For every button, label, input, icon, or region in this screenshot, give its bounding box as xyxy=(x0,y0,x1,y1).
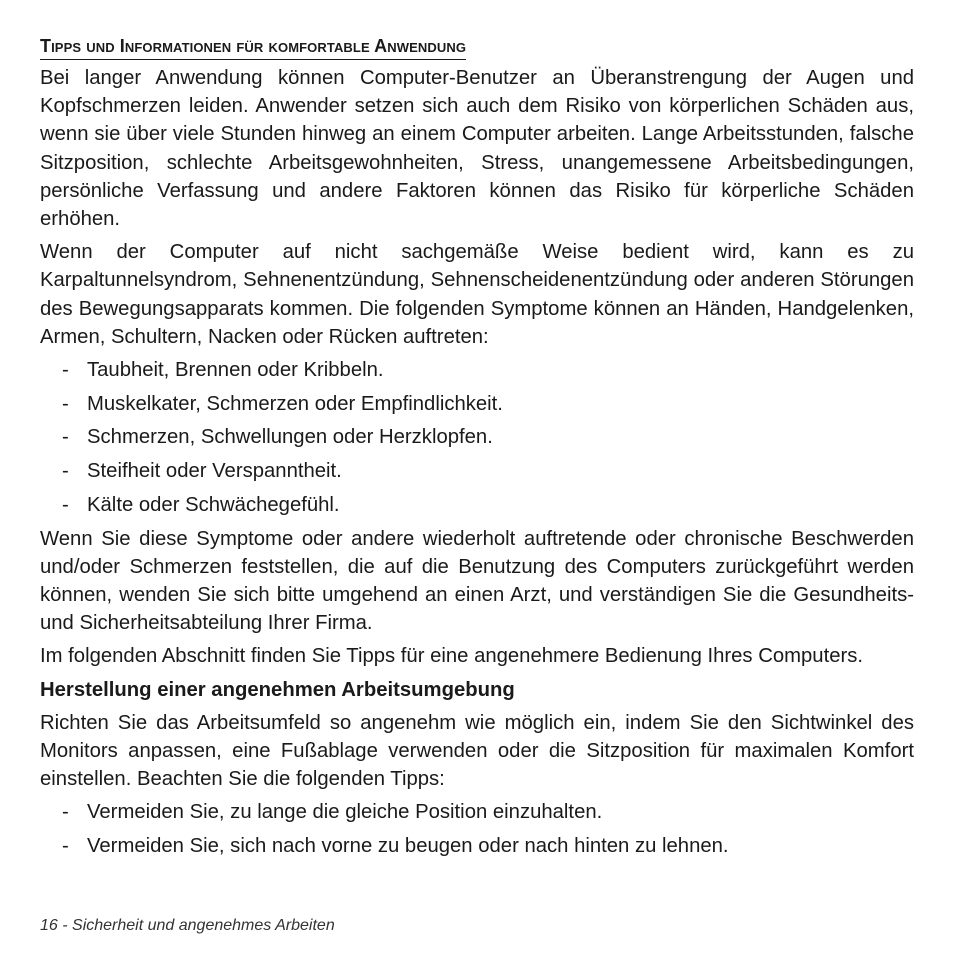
list-item xyxy=(40,390,914,418)
list-item xyxy=(40,798,914,826)
list-item xyxy=(40,491,914,519)
section-title: Tipps und Informationen für komfortable Anwendung xyxy=(40,34,466,60)
dash-bullet: - xyxy=(62,426,69,449)
list-item-text: Vermeiden Sie, sich nach vorne zu beugen oder nach hinten zu lehnen. xyxy=(87,834,729,857)
list-item xyxy=(40,356,914,384)
list-item-text: Kälte oder Schwächegefühl. xyxy=(87,493,340,516)
intro-paragraph-1: Bei langer Anwendung können Computer-Benutzer an Überanstrengung der Augen und Kopfschmerzen leiden. Anwender setzen sich auch dem Risiko von körperlichen Schäden aus, wenn sie über viele Stunden hinweg an einem Computer arbeiten. Lange Arbeitsstunden, falsche Sitzposition, schlechte Arbeitsgewohnheiten, Stress, unangemessene Arbeitsbedingungen, persönliche Verfassung und andere Faktoren können das Risiko für körperliche Schäden erhöhen. xyxy=(40,67,914,231)
list-item-text: Steifheit oder Verspanntheit. xyxy=(87,460,342,483)
tips-list xyxy=(40,798,914,860)
symptoms-list xyxy=(40,356,914,519)
list-item-text: Muskelkater, Schmerzen oder Empfindlichkeit. xyxy=(87,392,503,415)
list-item-text: Schmerzen, Schwellungen oder Herzklopfen. xyxy=(87,426,493,449)
dash-bullet: - xyxy=(62,834,69,857)
dash-bullet: - xyxy=(62,493,69,516)
intro-paragraph-2: Wenn der Computer auf nicht sachgemäße Weise bedient wird, kann es zu Karpaltunnelsyndrom, Sehnenentzündung, Sehnenscheidenentzündung oder anderen Störungen des Bewegungsapparats kommen. Die folgenden Symptome können an Händen, Handgelenken, Armen, Schultern, Nacken oder Rücken auftreten: xyxy=(40,241,914,348)
list-item xyxy=(40,832,914,860)
next-section-paragraph: Im folgenden Abschnitt finden Sie Tipps für eine angenehmere Bedienung Ihres Computers. xyxy=(40,645,864,668)
environment-paragraph: Richten Sie das Arbeitsumfeld so angenehm wie möglich ein, indem Sie den Sichtwinkel des Monitors anpassen, eine Fußablage verwenden oder die Sitzposition für maximalen Komfort einstellen. Beachten Sie die folgenden Tipps: xyxy=(40,711,914,790)
document-page xyxy=(40,34,914,866)
list-item-text: Taubheit, Brennen oder Kribbeln. xyxy=(87,359,384,382)
dash-bullet: - xyxy=(62,392,69,415)
dash-bullet: - xyxy=(62,359,69,382)
list-item xyxy=(40,423,914,451)
warning-paragraph: Wenn Sie diese Symptome oder andere wiederholt auftretende oder chronische Beschwerden und/oder Schmerzen feststellen, die auf die Benutzung des Computers zurückgeführt werden können, wenden Sie sich bitte umgehend an einen Arzt, und verständigen Sie die Gesundheits- und Sicherheitsabteilung Ihrer Firma. xyxy=(40,527,914,635)
dash-bullet: - xyxy=(62,801,69,824)
list-item xyxy=(40,457,914,485)
list-item-text: Vermeiden Sie, zu lange die gleiche Position einzuhalten. xyxy=(87,801,603,824)
page-footer: 16 - Sicherheit und angenehmes Arbeiten xyxy=(40,917,335,934)
subheading: Herstellung einer angenehmen Arbeitsumgebung xyxy=(40,678,515,701)
dash-bullet: - xyxy=(62,460,69,483)
